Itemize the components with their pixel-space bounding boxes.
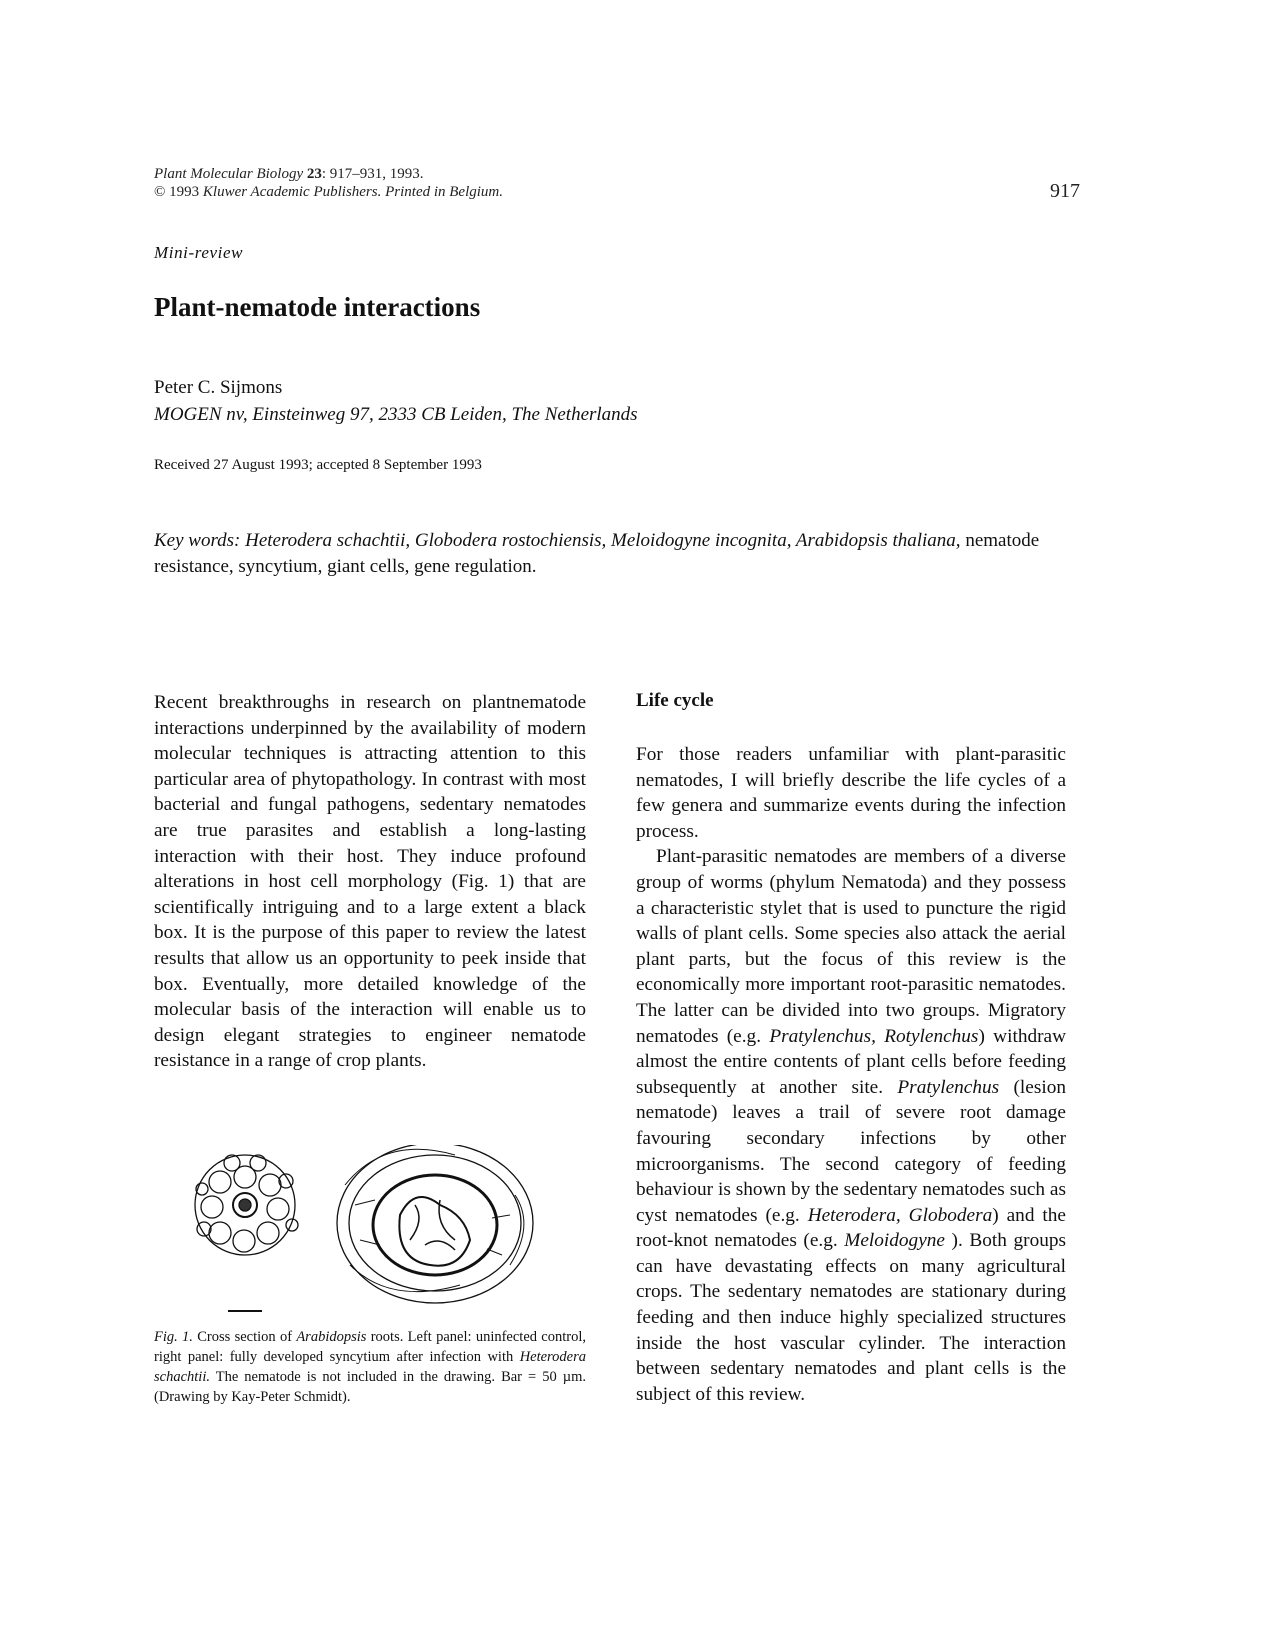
journal-line [154,165,503,183]
para2-genus-migratory: Pratylenchus, Rotylenchus [769,1025,979,1047]
para2-genus-meloidogyne: Meloidogyne [844,1230,945,1252]
keywords-label: Key words: [154,530,241,551]
caption-species-heterodera: Heterodera schachtii. [154,1349,586,1385]
para2-text-g: ) and the root-knot nematodes (e.g. [636,1204,1066,1252]
received-date: Received 27 August 1993; accepted 8 September 1993 [154,457,482,473]
journal-volume: 23 [306,166,322,182]
para2-text-a: Plant-parasitic nematodes are members of a diverse group of worms (phylum Nematoda) and they possess a characteristic stylet that is used to puncture the rigid walls of plant cells. Some species also attack the aerial plant parts, but the focus of this review is the economically more important root-parasitic nematodes. The latter can be divided into two groups. Migratory nematodes (e.g. [636,846,1066,1047]
para2-text-i: ). Both groups can have devastating effects on many agricultural crops. The sedentary nematodes are stationary during feeding and then induce highly specialized structures inside the host vascular cylinder. The interaction between sedentary nematodes and plant cells is the subject of this review. [636,1230,1067,1405]
keywords [154,528,1074,580]
section-heading-life-cycle: Life cycle [636,690,714,711]
life-cycle-text [636,742,1066,1407]
para2-text-c: ) withdraw almost the entire contents of plant cells before feeding subsequently at another site. [636,1025,1067,1098]
page-number: 917 [1050,180,1080,202]
article-type: Mini-review [154,243,244,262]
copyright-line [154,183,503,201]
para2-genus-pratylenchus: Pratylenchus [897,1076,1000,1098]
para2-text-e: (lesion nematode) leaves a trail of severe root damage favouring secondary infections by other microorganisms. The second category of feeding behaviour is shown by the sedentary nematodes such as cyst nematodes (e.g. [636,1076,1066,1226]
article-title: Plant-nematode interactions [154,292,481,322]
figure-1-drawing [190,1145,550,1315]
caption-text-c: roots. Left panel: uninfected control, right panel: fully developed syncytium after infection with [154,1329,587,1365]
intro-paragraph: Recent breakthroughs in research on plantnematode interactions underpinned by the availability of modern molecular techniques is attracting attention to this particular area of phytopathology. In contrast with most bacterial and fungal pathogens, sedentary nematodes are true parasites and establish a long-lasting interaction with their host. They induce profound alterations in host cell morphology (Fig. 1) that are scientifically intriguing and to a large extent a black box. It is the purpose of this paper to review the latest results that allow us an opportunity to peek inside that box. Eventually, more detailed knowledge of the molecular basis of the interaction will enable us to design elegant strategies to engineer nematode resistance in a range of crop plants. [154,692,586,1072]
author-affiliation: MOGEN nv, Einsteinweg 97, 2333 CB Leiden, The Netherlands [154,404,638,425]
journal-pages: : 917–931, 1993. [321,166,424,182]
copyright-year: © 1993 [154,184,200,200]
caption-text-e: The nematode is not included in the drawing. Bar = 50 µm. (Drawing by Kay-Peter Schmidt). [154,1369,586,1405]
life-cycle-paragraph-2 [636,844,1066,1407]
life-cycle-paragraph-1: For those readers unfamiliar with plant-parasitic nematodes, I will briefly describe the life cycles of a few genera and summarize events during the infection process. [636,744,1066,842]
caption-species-arabidopsis: Arabidopsis [296,1329,367,1345]
figure-1-caption [154,1327,586,1407]
publisher: Kluwer Academic Publishers. Printed in Belgium. [202,184,504,200]
uninfected-root-cross-section [195,1155,298,1255]
journal-citation [154,165,503,201]
caption-text-a: Cross section of [192,1329,297,1345]
keywords-terms: nematode resistance, syncytium, giant cells, gene regulation. [154,530,1040,577]
para2-genus-cyst: Heterodera, Globodera [807,1204,993,1226]
syncytium-cross-section [337,1145,533,1303]
author-name: Peter C. Sijmons [154,377,283,398]
keywords-species: Heterodera schachtii, Globodera rostochiensis, Meloidogyne incognita, Arabidopsis thaliana, [245,530,961,551]
journal-name: Plant Molecular Biology [154,166,304,182]
figure-label: Fig. 1. [154,1329,193,1345]
